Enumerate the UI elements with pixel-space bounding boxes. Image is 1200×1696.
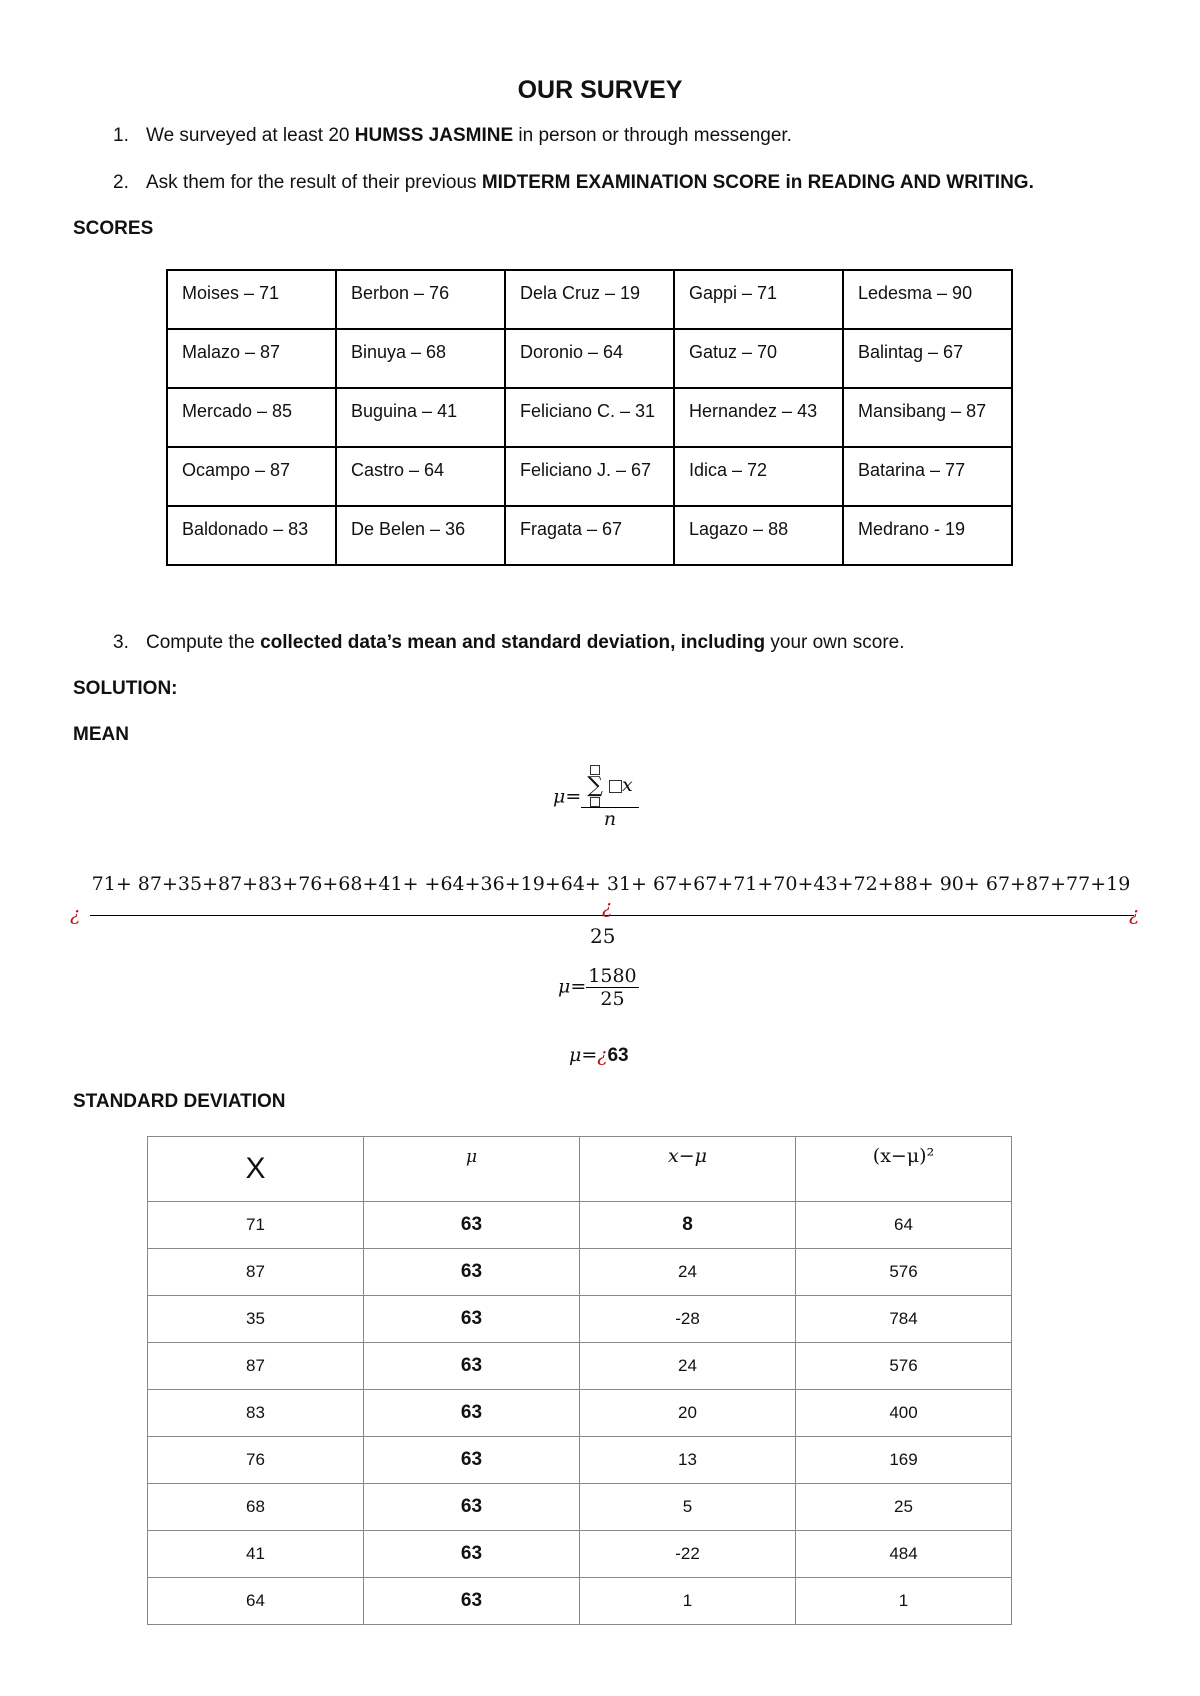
page-title: OUR SURVEY	[517, 76, 683, 104]
score-cell: Gatuz – 70	[674, 329, 843, 388]
cell-mu: 63	[364, 1249, 580, 1296]
cell-squared: 1	[796, 1578, 1012, 1625]
table-row	[148, 1202, 1012, 1249]
score-cell: Moises – 71	[167, 270, 336, 329]
cell-mu: 63	[364, 1484, 580, 1531]
score-cell: Ocampo – 87	[167, 447, 336, 506]
table-row	[148, 1437, 1012, 1484]
score-cell: Feliciano J. – 67	[505, 447, 674, 506]
table-row	[148, 1531, 1012, 1578]
cell-x: 71	[148, 1202, 364, 1249]
score-cell: Baldonado – 83	[167, 506, 336, 565]
table-row	[148, 1390, 1012, 1437]
score-cell: Binuya – 68	[336, 329, 505, 388]
cell-x: 35	[148, 1296, 364, 1343]
score-cell: Buguina – 41	[336, 388, 505, 447]
table-row	[148, 1578, 1012, 1625]
step-3: 3. Compute the collected data’s mean and standard deviation, including your own score.	[113, 632, 905, 653]
mean-fraction: μ= $\frac{1580}{25}$	[558, 965, 637, 1010]
cell-diff: 5	[580, 1484, 796, 1531]
header-x-minus-mu: x−μ	[580, 1137, 796, 1202]
cell-x: 87	[148, 1249, 364, 1296]
step-2: 2. Ask them for the result of their previous MIDTERM EXAMINATION SCORE in READING AND WRITING.	[113, 172, 1034, 193]
cell-mu: 63	[364, 1390, 580, 1437]
cell-squared: 484	[796, 1531, 1012, 1578]
cell-squared: 576	[796, 1343, 1012, 1390]
placeholder-box-icon	[609, 780, 622, 793]
standard-deviation-label: STANDARD DEVIATION	[73, 1091, 286, 1112]
cell-squared: 400	[796, 1390, 1012, 1437]
score-cell: Doronio – 64	[505, 329, 674, 388]
header-x: X	[148, 1137, 364, 1202]
cell-squared: 576	[796, 1249, 1012, 1296]
cell-diff: 24	[580, 1343, 796, 1390]
sum-numerator: 71+ 87+35+87+83+76+68+41+ +64+36+19+64+ 31+ 67+67+71+70+43+72+88+ 90+ 67+87+77+19	[91, 873, 1131, 895]
cell-diff: 8	[580, 1202, 796, 1249]
cell-diff: -22	[580, 1531, 796, 1578]
score-cell: Lagazo – 88	[674, 506, 843, 565]
cell-mu: 63	[364, 1531, 580, 1578]
glyph-right: ¿	[1129, 903, 1140, 925]
score-cell: Malazo – 87	[167, 329, 336, 388]
cell-diff: 20	[580, 1390, 796, 1437]
cell-diff: 1	[580, 1578, 796, 1625]
cell-squared: 64	[796, 1202, 1012, 1249]
cell-x: 83	[148, 1390, 364, 1437]
score-cell: Balintag – 67	[843, 329, 1012, 388]
table-row	[167, 329, 1012, 388]
scores-table	[166, 269, 1013, 566]
cell-diff: -28	[580, 1296, 796, 1343]
table-row	[148, 1296, 1012, 1343]
scores-label: SCORES	[73, 218, 154, 239]
header-squared: (x−μ)²	[796, 1137, 1012, 1202]
cell-mu: 63	[364, 1343, 580, 1390]
score-cell: Medrano - 19	[843, 506, 1012, 565]
placeholder-box-icon	[590, 797, 600, 807]
cell-x: 64	[148, 1578, 364, 1625]
sigma-icon: ∑	[587, 773, 603, 798]
score-cell: Mercado – 85	[167, 388, 336, 447]
cell-x: 87	[148, 1343, 364, 1390]
cell-squared: 169	[796, 1437, 1012, 1484]
mean-formula: μ= ∑ x n	[553, 765, 639, 830]
sd-table	[147, 1136, 1012, 1625]
table-row	[167, 388, 1012, 447]
cell-mu: 63	[364, 1202, 580, 1249]
table-row	[148, 1249, 1012, 1296]
cell-squared: 25	[796, 1484, 1012, 1531]
solution-label: SOLUTION:	[73, 678, 178, 699]
score-cell: Fragata – 67	[505, 506, 674, 565]
glyph-middle: ¿	[602, 896, 613, 918]
table-row	[167, 447, 1012, 506]
table-row	[148, 1343, 1012, 1390]
score-cell: Batarina – 77	[843, 447, 1012, 506]
cell-diff: 24	[580, 1249, 796, 1296]
score-cell: De Belen – 36	[336, 506, 505, 565]
score-cell: Castro – 64	[336, 447, 505, 506]
score-cell: Feliciano C. – 31	[505, 388, 674, 447]
cell-mu: 63	[364, 1437, 580, 1484]
score-cell: Hernandez – 43	[674, 388, 843, 447]
table-header-row	[148, 1137, 1012, 1202]
table-row	[167, 270, 1012, 329]
score-cell: Idica – 72	[674, 447, 843, 506]
cell-squared: 784	[796, 1296, 1012, 1343]
header-mu: μ	[364, 1137, 580, 1202]
cell-mu: 63	[364, 1578, 580, 1625]
score-cell: Berbon – 76	[336, 270, 505, 329]
table-row	[167, 506, 1012, 565]
cell-x: 76	[148, 1437, 364, 1484]
score-cell: Dela Cruz – 19	[505, 270, 674, 329]
table-row	[148, 1484, 1012, 1531]
cell-x: 41	[148, 1531, 364, 1578]
sum-denominator: 25	[590, 924, 616, 948]
score-cell: Gappi – 71	[674, 270, 843, 329]
cell-x: 68	[148, 1484, 364, 1531]
glyph-left: ¿	[70, 903, 81, 925]
score-cell: Mansibang – 87	[843, 388, 1012, 447]
mean-label: MEAN	[73, 724, 129, 745]
cell-diff: 13	[580, 1437, 796, 1484]
score-cell: Ledesma – 90	[843, 270, 1012, 329]
mean-result: μ=¿63	[569, 1044, 629, 1066]
cell-mu: 63	[364, 1296, 580, 1343]
step-1: 1. We surveyed at least 20 HUMSS JASMINE in person or through messenger.	[113, 125, 792, 146]
